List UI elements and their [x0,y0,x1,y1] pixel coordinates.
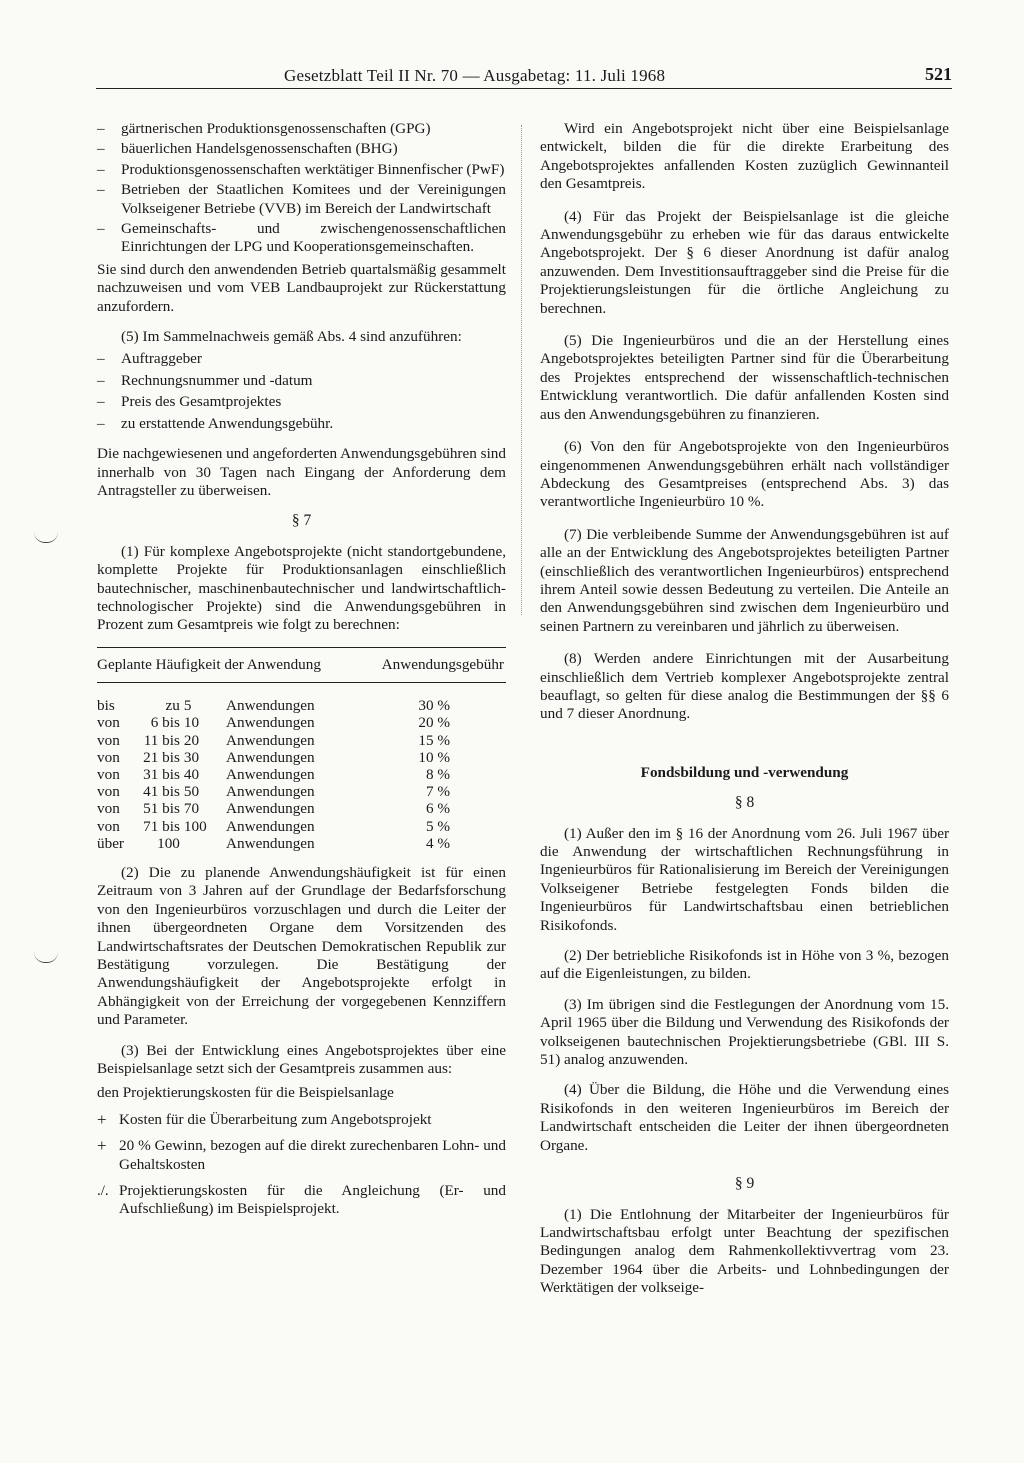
paragraph: (1) Die Entlohnung der Mitarbeiter der Ingenieurbüros für Landwirtschaftsbau erfolgt unter Beachtung der spezifischen Bedingungen analog dem Rahmenkollektivvertrag vom 23. Dezember 1964 über die Arbeits- und Lohnbedingungen der Werktätigen der volkseige- [540,1205,949,1297]
table-row: von 6 bis 10 Anwendungen 20 % [97,714,450,732]
list-item: – bäuerlichen Handelsgenossenschaften (BHG) [97,140,506,158]
list-item: – Gemeinschafts- und zwischengenossenschaftlichen Einrichtungen der LPG und Kooperationsgemeinschaften. [97,220,506,257]
margin-mark [34,532,58,543]
column-divider [521,125,523,615]
paragraph: Die nachgewiesenen und angeforderten Anwendungsgebühren sind innerhalb von 30 Tagen nach Eingang der Anforderung dem Antragsteller zu überweisen. [97,445,506,499]
calc-line [97,1182,506,1219]
list-item: – Rechnungsnummer und -datum [97,372,506,390]
paragraph: (3) Im übrigen sind die Festlegungen der Anordnung vom 15. April 1965 über die Bildung und Verwendung des Risikofonds der volkseigenen bautechnischen Projektierungsbetriebe (GBl. III S. 51) analog anzuwenden. [540,995,949,1069]
paragraph: Wird ein Angebotsprojekt nicht über eine Beispielsanlage entwickelt, bilden die für die direkte Erarbeitung des Angebotsprojektes anfallenden Kosten zuzüglich Gewinnanteil den Gesamtpreis. [540,120,949,193]
column-header-frequency: Geplante Häufigkeit der Anwendung [97,647,382,682]
column-header-fee: Anwendungsgebühr [382,647,506,682]
list-item: – Auftraggeber [97,350,506,368]
paragraph: (5) Die Ingenieurbüros und die an der Herstellung eines Angebotsprojektes beteiligten Partner sind für die Überarbeitung des Projektes entsprechend der wissenschaftlich-technischen Entwicklung verantwortlich. Die dafür anfallenden Kosten sind aus den Anwendungsgebühren zu finanzieren. [540,332,949,423]
table-row: von 51 bis 70 Anwendungen 6 % [97,800,450,818]
calc-text: den Projektierungskosten für die Beispielsanlage [97,1084,394,1102]
table-row: von 31 bis 40 Anwendungen 8 % [97,765,450,783]
fee-table [97,647,506,852]
table-row: von 71 bis 100 Anwendungen 5 % [97,817,450,835]
table-row: von 21 bis 30 Anwendungen 10 % [97,748,450,766]
left-column [97,120,506,1227]
paragraph: (8) Werden andere Einrichtungen mit der Ausarbeitung einschließlich dem Vertrieb komplexer Angebotsprojekte zentral beauflagt, so gelten für diese analog die Bestimmungen der §§ 6 und 7 dieser Anordnung. [540,650,949,723]
gazette-title: Gesetzblatt Teil II Nr. 70 — Ausgabetag: 11. Juli 1968 [284,66,666,85]
minus-operator: ./. [97,1183,109,1200]
required-items-list [97,350,506,433]
paragraph: Sie sind durch den anwendenden Betrieb quartalsmäßig gesammelt nachzuweisen und vom VEB Landbauprojekt zur Rückerstattung anzufordern. [97,260,506,315]
paragraph: (4) Für das Projekt der Beispielsanlage ist die gleiche Anwendungsgebühr zu erheben wie für das daraus entwickelte Angebotsprojekt. Der § 6 dieser Anordnung ist dafür analog anzuwenden. Dem Investitionsauftraggeber sind die Preise für die Projektierungsleistungen für die örtliche Angleichung zu berechnen. [540,207,949,317]
section-heading: § 8 [734,794,755,812]
paragraph: (5) Im Sammelnachweis gemäß Abs. 4 sind anzuführen: [121,328,462,346]
page-number: 521 [925,64,952,84]
list-item: – Preis des Gesamtprojektes [97,393,506,411]
calc-line [97,1084,506,1102]
paragraph: (2) Der betriebliche Risikofonds ist in Höhe von 3 %, bezogen auf die Eigenleistungen, zu bilden. [540,947,949,983]
plus-operator: + [97,1136,107,1156]
paragraph: (2) Die zu planende Anwendungshäufigkeit ist für einen Zeitraum von 3 Jahren auf der Grundlage der Bedarfsforschung von den Ingenieurbüros vorzuschlagen und durch die Leiter der ihnen übergeordneten Organe dem Vorsitzenden des Landwirtschaftsrates der Deutschen Demokratischen Republik zur Bestätigung vorzulegen. Die Bestätigung der Anwendungshäufigkeit der Angebotsprojekte erfolgt in Abhängigkeit von der Erreichung der vorgegebenen Kennziffern und Parameter. [97,863,506,1029]
calc-text: 20 % Gewinn, bezogen auf die direkt zurechenbaren Lohn- und Gehaltskosten [119,1137,506,1173]
paragraph: (6) Von den für Angebotsprojekte von den Ingenieurbüros eingenommenen Anwendungsgebühren erhält nach vollständiger Abdeckung des Gesamtpreises (entsprechend Abs. 3) das verantwortliche Ingenieurbüro 10 %. [540,438,949,511]
paragraph: (7) Die verbleibende Summe der Anwendungsgebühren ist auf alle an der Entwicklung des Angebotsprojektes beteiligten Partner (einschließlich des verantwortlichen Ingenieurbüros) entsprechend ihrem Anteil sowie dessen Bedeutung zu verteilen. Die Anteile an den Anwendungsgebühren sind zwischen dem Ingenieurbüro und seinen Partnern zu vereinbaren und jährlich zu überweisen. [540,525,949,635]
section-heading: § 9 [734,1175,755,1193]
calc-text: Kosten für die Überarbeitung zum Angebotsprojekt [119,1110,432,1128]
table-row: bis zu 5 Anwendungen 30 % [97,697,450,715]
paragraph: (4) Über die Bildung, die Höhe und die Verwendung eines Risikofonds in den weiteren Ingenieurbüros im Bereich der Landwirtschaft entscheiden die Leiter der ihnen übergeordneten Organe. [540,1081,949,1154]
page-header [96,60,952,89]
table-row: von 41 bis 50 Anwendungen 7 % [97,783,450,801]
calc-text: Projektierungskosten für die Angleichung (Er- und Aufschließung) im Beispielsprojekt. [119,1182,506,1218]
section-heading: § 7 [291,512,312,530]
calc-line [97,1111,506,1129]
table-row: über 100 Anwendungen 4 % [97,834,450,852]
list-item: – Betrieben der Staatlichen Komitees und der Vereinigungen Volkseigener Betriebe (VVB) im Bereich der Landwirtschaft [97,181,506,218]
plus-operator: + [97,1109,107,1129]
margin-mark [34,952,58,963]
list-item: – gärtnerischen Produktionsgenossenschaften (GPG) [97,120,506,138]
table-row: von 11 bis 20 Anwendungen 15 % [97,731,450,749]
paragraph: (3) Bei der Entwicklung eines Angebotsprojektes über eine Beispielsanlage setzt sich der Gesamtpreis zusammen aus: [97,1041,506,1078]
paragraph: (1) Außer den im § 16 der Anordnung vom 26. Juli 1967 über die Anwendung der wirtschaftlichen Rechnungsführung in Ingenieurbüros für Rationalisierung im Bereich der Vereinigungen Volkseigener Betriebe festgelegten Fonds bilden die Ingenieurbüros für Landwirtschaftsbau einen betrieblichen Risikofonds. [540,824,949,934]
right-column [540,120,949,1310]
section-title: Fondsbildung und -verwendung [640,763,849,781]
paragraph: (1) Für komplexe Angebotsprojekte (nicht standortgebundene, komplette Projekte für Produktionsanlagen einschließlich bautechnischer, maschinenbautechnischer und landwirtschaftlich-technologischer Projekte) sind die Anwendungsgebühren in Prozent zum Gesamtpreis wie folgt zu berechnen: [97,542,506,634]
list-item: – zu erstattende Anwendungsgebühr. [97,415,506,433]
calc-line [97,1137,506,1174]
list-item: – Produktionsgenossenschaften werktätiger Binnenfischer (PwF) [97,161,506,179]
organisation-list [97,120,506,257]
